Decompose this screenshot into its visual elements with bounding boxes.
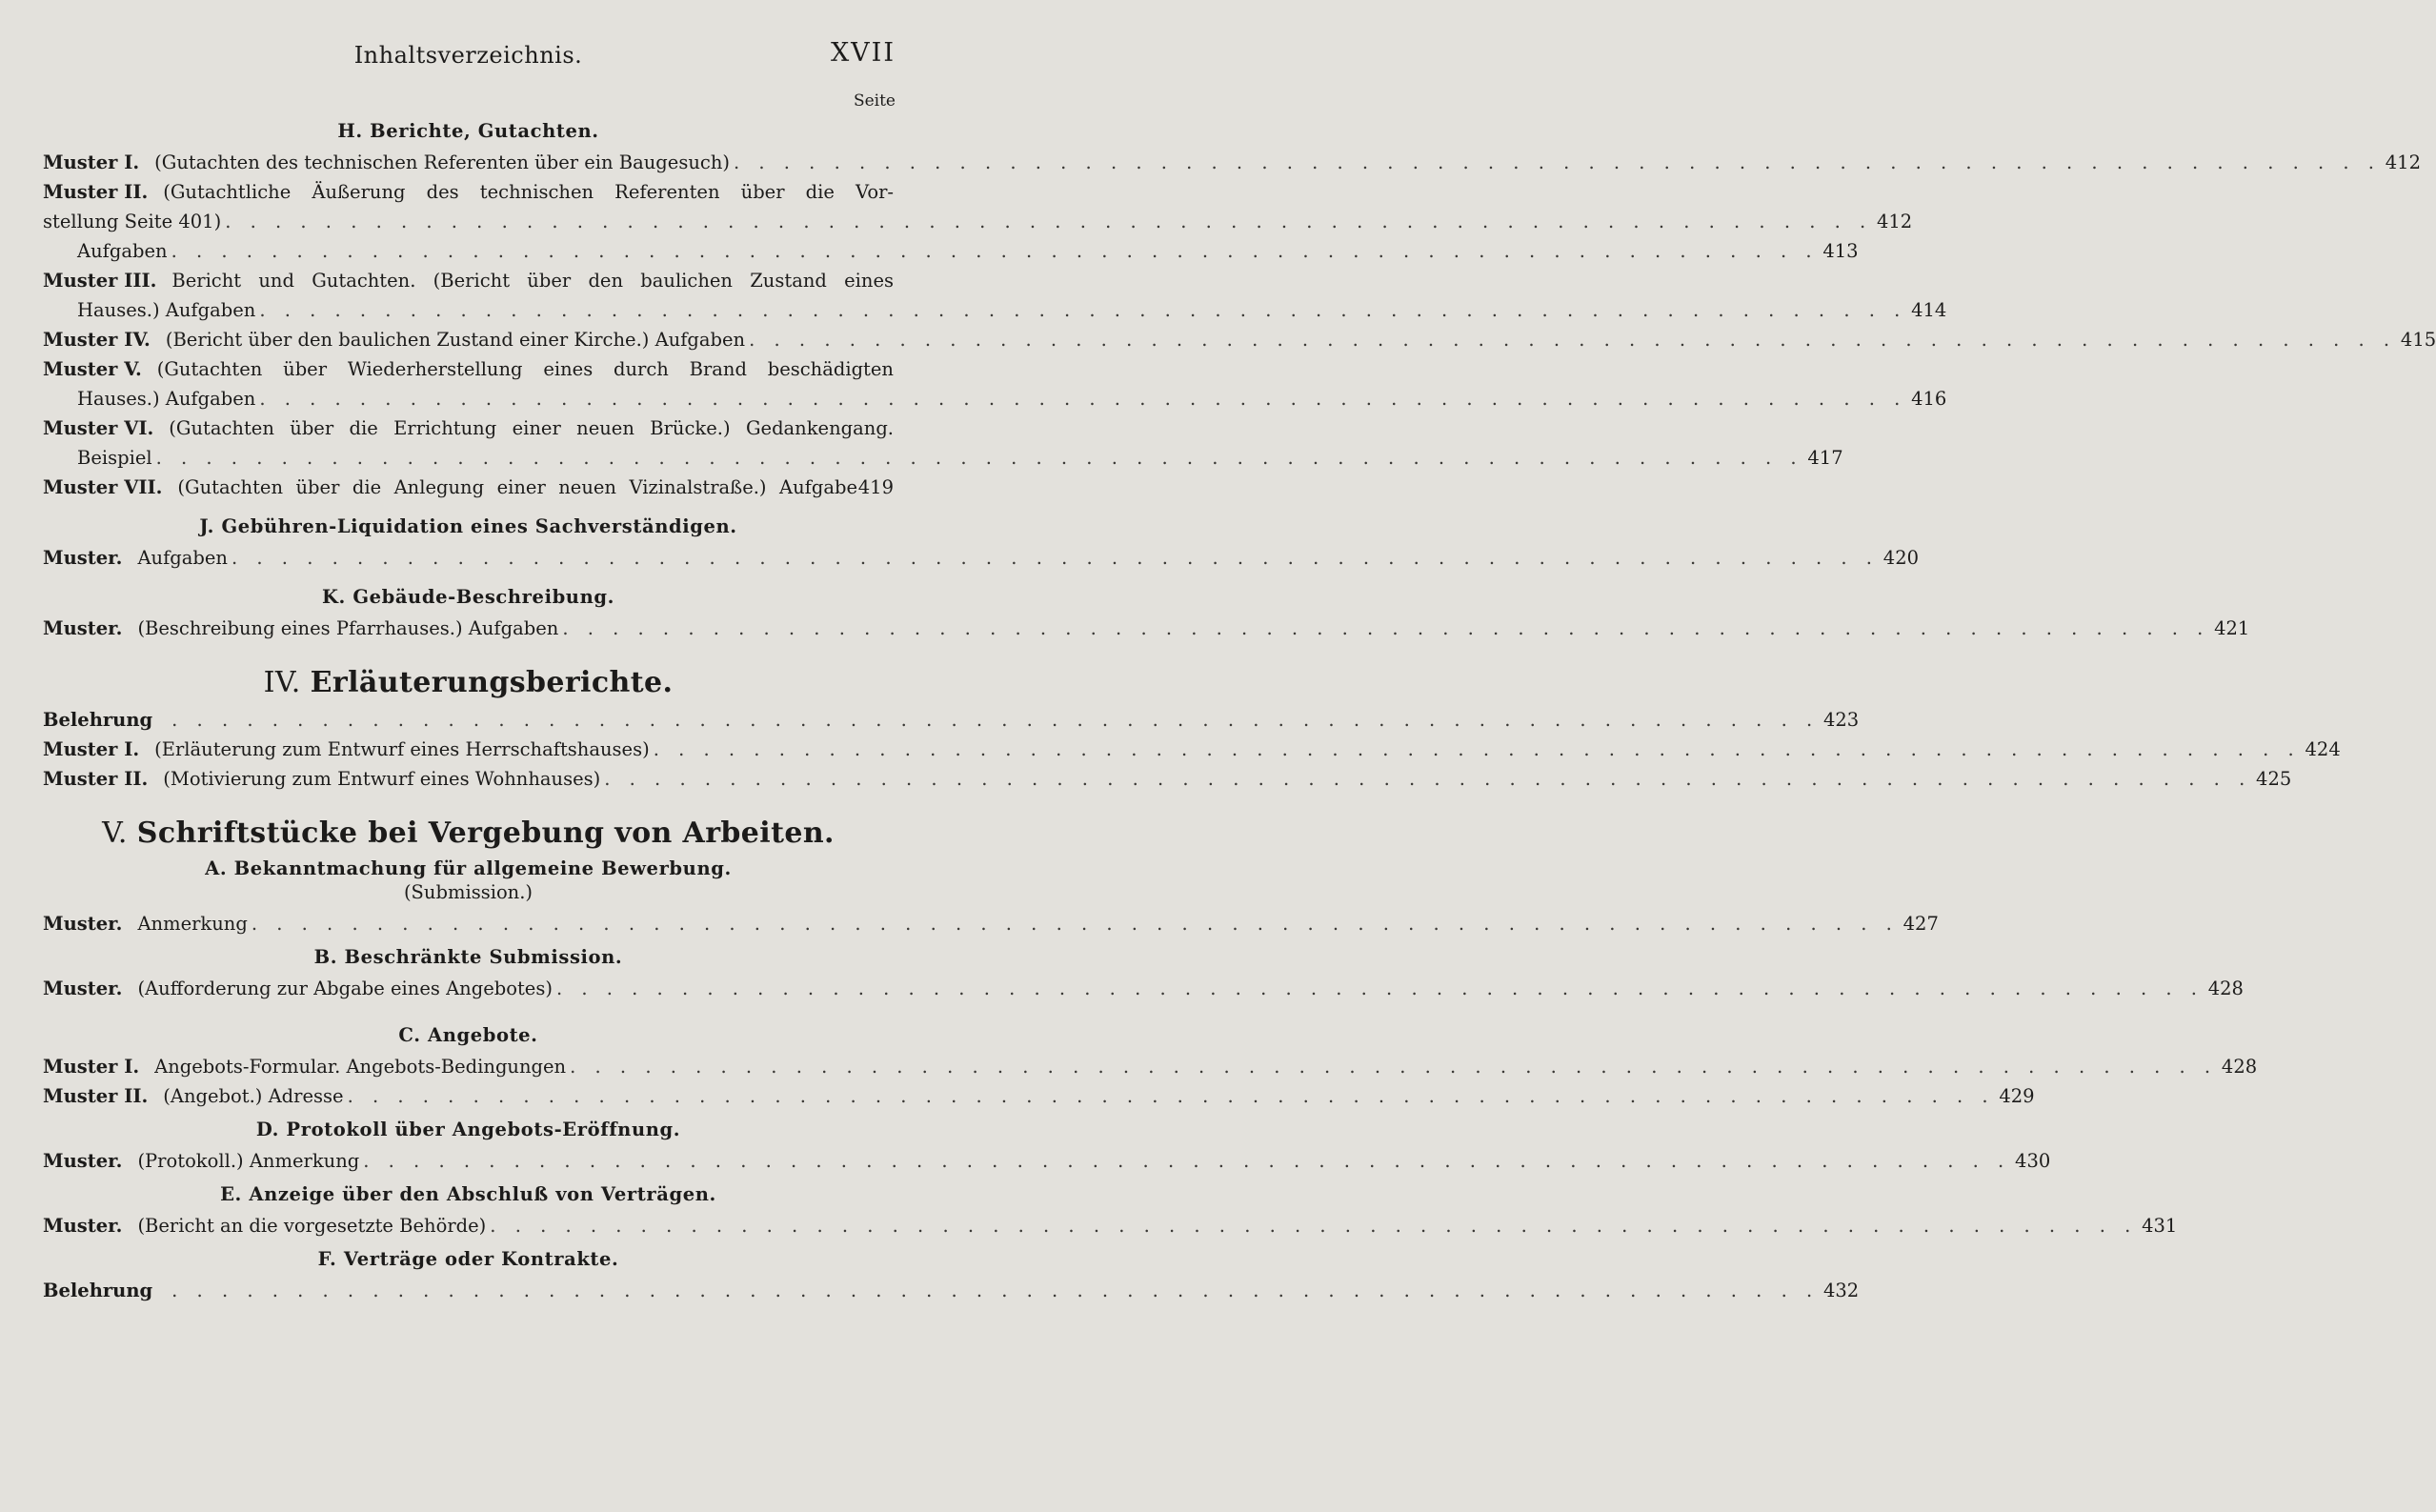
entry-page: 416: [1911, 388, 1947, 410]
entry-label: Muster.: [43, 1215, 123, 1237]
entry-label: Muster VI.: [43, 417, 154, 439]
entry-label: Muster.: [43, 547, 123, 569]
entry-label: Muster I.: [43, 1056, 140, 1078]
section-a-heading: A. Bekanntmachung für allgemeine Bewerbung.: [205, 857, 732, 879]
entry-text: (Erläuterung zum Entwurf eines Herrschaftshauses): [154, 738, 650, 760]
leader-dots: [259, 384, 1906, 413]
entry-text: Hauses.) Aufgaben: [77, 388, 256, 410]
entry-page: 413: [1822, 240, 1859, 262]
entry-label: Muster.: [43, 1150, 123, 1172]
section-e-heading: E. Anzeige über den Abschluß von Verträgen.: [220, 1183, 716, 1205]
leader-dots: [604, 764, 2251, 794]
toc-entry: [43, 705, 1860, 735]
section-k-heading: K. Gebäude-Beschreibung.: [322, 586, 614, 608]
entry-page: 425: [2256, 768, 2292, 790]
toc-entry: [43, 909, 1939, 938]
leader-dots: [363, 1146, 2010, 1176]
leader-dots: [252, 909, 1899, 938]
entry-page: 431: [2142, 1215, 2178, 1237]
leader-dots: [562, 614, 2209, 643]
leader-dots: [171, 236, 1819, 266]
section-b-heading: B. Beschränkte Submission.: [313, 946, 623, 968]
toc-entry: [43, 1276, 1860, 1305]
entry-page: 420: [1882, 547, 1920, 569]
entry-page: 424: [2305, 738, 2341, 760]
section-a-note: (Submission.): [403, 881, 534, 903]
toc-entry: [43, 354, 894, 384]
toc-entry-continuation: [43, 384, 1947, 413]
page-number: XVII: [830, 38, 896, 68]
entry-text: (Beschreibung eines Pfarrhauses.) Aufgaben: [137, 617, 559, 639]
section-f-heading: F. Verträge oder Kontrakte.: [317, 1248, 619, 1270]
entry-text: Aufgaben: [77, 240, 168, 262]
entry-label: Muster II.: [43, 768, 149, 790]
entry-page: 427: [1902, 913, 1939, 935]
entry-text: (Bericht über den baulichen Zustand einer Kirche.) Aufgaben: [165, 329, 746, 351]
entry-label: Muster.: [43, 978, 123, 999]
page-header: [43, 34, 894, 82]
entry-text: Bericht und Gutachten. (Bericht über den baulichen Zustand eines: [171, 270, 894, 292]
toc-entry: [43, 735, 2341, 764]
entry-label: Muster II.: [43, 1085, 149, 1107]
entry-label: Muster.: [43, 617, 123, 639]
entry-page: 421: [2214, 617, 2250, 639]
entry-text: Anmerkung: [137, 913, 248, 935]
leader-dots: [156, 443, 1803, 473]
entry-label: Muster II.: [43, 181, 149, 203]
toc-entry-continuation: [43, 295, 1947, 325]
toc-entry: [43, 473, 894, 502]
toc-entry: [43, 974, 2244, 1003]
entry-text: (Gutachten über die Errichtung einer neuen Brücke.) Gedankengang.: [169, 417, 894, 439]
leader-dots: [171, 1276, 1819, 1305]
toc-entry: [43, 1211, 2178, 1240]
toc-entry-continuation: [43, 207, 1913, 236]
leader-dots: [570, 1052, 2217, 1081]
entry-page: 414: [1911, 299, 1947, 321]
entry-text: (Bericht an die vorgesetzte Behörde): [137, 1215, 487, 1237]
seite-column-label: Seite: [853, 91, 896, 111]
entry-page: 428: [2207, 978, 2244, 999]
entry-text: (Gutachten über Wiederherstellung eines durch Brand beschädigten: [156, 358, 894, 380]
entry-text: (Motivierung zum Entwurf eines Wohnhauses): [163, 768, 601, 790]
leader-dots: [734, 148, 2381, 177]
leader-dots: [348, 1081, 1995, 1111]
toc-entry: [43, 413, 894, 443]
toc-entry: [43, 1146, 2051, 1176]
leader-dots: [259, 295, 1906, 325]
toc-entry: [43, 325, 2436, 354]
toc-entry: [43, 543, 1920, 573]
entry-label: Belehrung: [43, 709, 153, 731]
entry-label: Muster V.: [43, 358, 142, 380]
entry-text: stellung Seite 401): [43, 211, 222, 232]
entry-page: 419: [857, 476, 894, 498]
toc-entry: [43, 266, 894, 295]
entry-label: Muster III.: [43, 270, 157, 292]
leader-dots: [490, 1211, 2137, 1240]
entry-page: 415: [2400, 329, 2436, 351]
section-c-heading: C. Angebote.: [398, 1024, 538, 1046]
entry-text: Angebots-Formular. Angebots-Bedingungen: [154, 1056, 567, 1078]
section-d-heading: D. Protokoll über Angebots-Eröffnung.: [255, 1119, 681, 1140]
part-title: Erläuterungsberichte.: [310, 666, 674, 699]
entry-label: Muster.: [43, 913, 123, 935]
entry-page: 412: [1876, 211, 1913, 232]
entry-label: Muster I.: [43, 738, 140, 760]
entry-text: (Gutachten über die Anlegung einer neuen Vizinalstraße.) Aufgabe: [177, 476, 857, 498]
entry-page: 423: [1822, 709, 1860, 731]
toc-entry-continuation: [43, 236, 1859, 266]
section-j-heading: J. Gebühren-Liquidation eines Sachverständigen.: [199, 515, 737, 537]
part-number: V.: [102, 816, 128, 850]
leader-dots: [749, 325, 2396, 354]
entry-text: (Gutachtliche Äußerung des technischen Referenten über die Vor-: [163, 181, 894, 203]
leader-dots: [171, 705, 1819, 735]
leader-dots: [556, 974, 2204, 1003]
entry-label: Belehrung: [43, 1280, 153, 1301]
entry-text: (Angebot.) Adresse: [163, 1085, 344, 1107]
toc-entry: [43, 764, 2292, 794]
entry-page: 432: [1822, 1280, 1860, 1301]
toc-entry: [43, 148, 2421, 177]
entry-page: 428: [2221, 1056, 2258, 1078]
toc-entry: [43, 1081, 2035, 1111]
entry-label: Muster I.: [43, 151, 140, 173]
entry-page: 429: [1999, 1085, 2035, 1107]
entry-page: 430: [2015, 1150, 2051, 1172]
entry-page: 412: [2385, 151, 2421, 173]
section-h-heading: H. Berichte, Gutachten.: [337, 120, 599, 142]
part-iv-heading: [43, 666, 894, 699]
toc-entry-continuation: [43, 443, 1843, 473]
entry-label: Muster VII.: [43, 476, 163, 498]
leader-dots: [232, 543, 1879, 573]
part-number: IV.: [263, 666, 301, 699]
toc-entry: [43, 177, 894, 207]
entry-text: (Aufforderung zur Abgabe eines Angebotes): [137, 978, 553, 999]
toc-entry: [43, 1052, 2258, 1081]
leader-dots: [654, 735, 2301, 764]
part-title: Schriftstücke bei Vergebung von Arbeiten.: [136, 816, 835, 850]
entry-page: 417: [1807, 447, 1843, 469]
entry-label: Muster IV.: [43, 329, 151, 351]
leader-dots: [225, 207, 1872, 236]
part-v-heading: [43, 816, 894, 850]
entry-text: (Gutachten des technischen Referenten über ein Baugesuch): [154, 151, 730, 173]
toc-entry: [43, 614, 2250, 643]
entry-text: Beispiel: [77, 447, 152, 469]
entry-text: Hauses.) Aufgaben: [77, 299, 256, 321]
entry-text: (Protokoll.) Anmerkung: [137, 1150, 360, 1172]
running-title: Inhaltsverzeichnis.: [353, 42, 583, 69]
entry-text: Aufgaben: [137, 547, 228, 569]
